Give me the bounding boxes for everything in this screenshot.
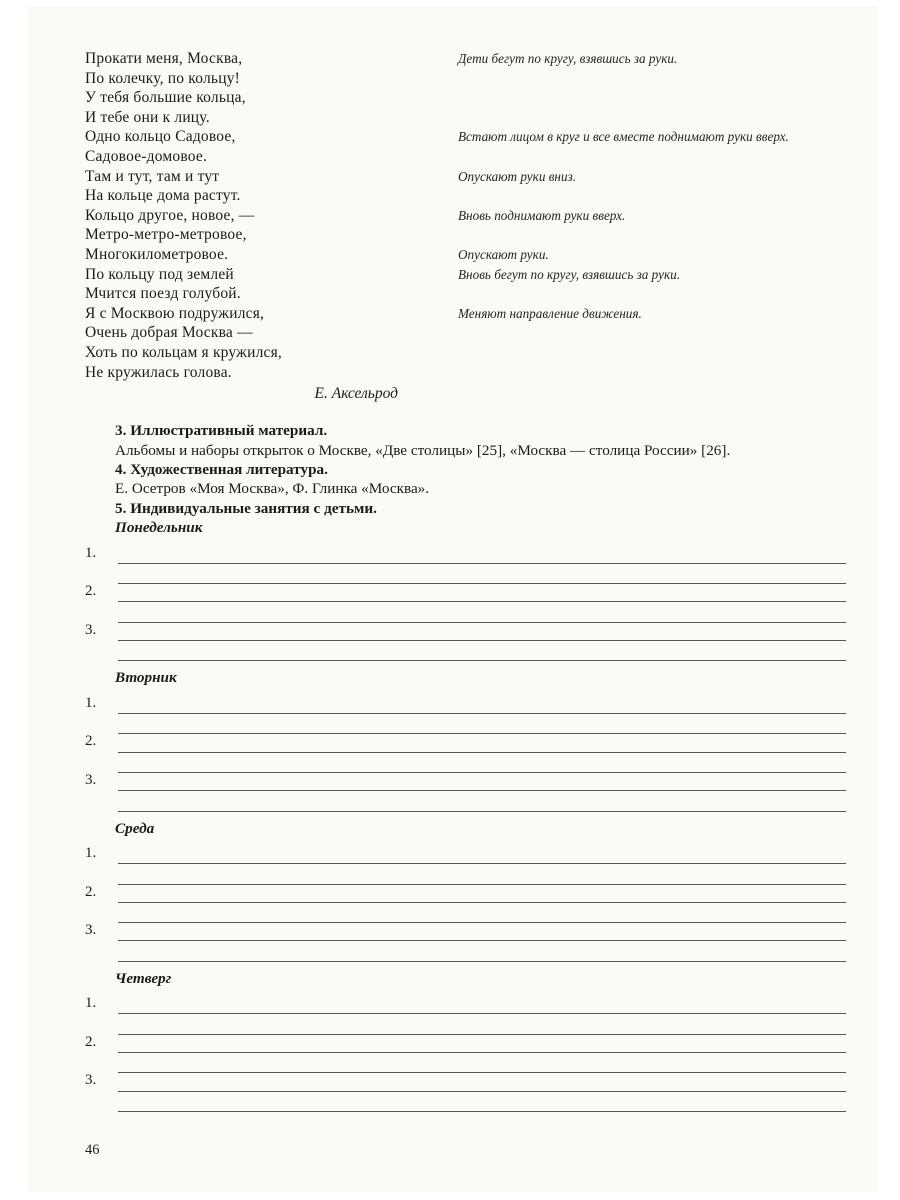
item-number: 1.	[85, 544, 97, 561]
day-heading: Среда	[115, 819, 155, 837]
section-heading: 3. Иллюстративный материал.	[115, 422, 328, 440]
ruled-lines	[118, 1071, 846, 1112]
item-number: 2.	[85, 1033, 97, 1050]
poem-row	[85, 344, 846, 364]
item-number: 3.	[85, 1072, 97, 1089]
numbered-blank-item	[85, 883, 846, 922]
poem-row	[85, 89, 846, 109]
stage-direction: Дети бегут по кругу, взявшись за руки.	[458, 51, 678, 66]
poem-line: Очень добрая Москва —	[85, 324, 253, 342]
poem-row	[85, 266, 846, 286]
poem-line: Я с Москвою подружился,	[85, 304, 265, 322]
day-items	[85, 994, 846, 1110]
ruled-lines	[118, 771, 846, 812]
item-number: 3.	[85, 922, 97, 939]
poem-row	[85, 285, 846, 305]
numbered-blank-item	[85, 771, 846, 810]
poem-row	[85, 305, 846, 325]
poem-line: По колечку, по кольцу!	[85, 69, 241, 87]
day-heading: Четверг	[115, 969, 172, 987]
ruled-line	[118, 1071, 846, 1091]
section-heading: 5. Индивидуальные занятия с детьми.	[115, 499, 377, 517]
poem-line: По кольцу под землей	[85, 265, 234, 283]
ruled-lines	[118, 621, 846, 662]
poem-line: Там и тут, там и тут	[85, 167, 220, 185]
poem-row	[85, 324, 846, 344]
item-number: 1.	[85, 694, 97, 711]
ruled-line	[118, 1014, 846, 1034]
day-heading: Понедельник	[115, 519, 203, 537]
day-section-monday	[85, 518, 846, 659]
poem-row	[85, 70, 846, 90]
ruled-line	[118, 844, 846, 864]
poem-line: Не кружилась голова.	[85, 363, 232, 381]
item-number: 2.	[85, 733, 97, 750]
numbered-blank-item	[85, 921, 846, 960]
ruled-line	[118, 641, 846, 661]
item-number: 3.	[85, 771, 97, 788]
ruled-lines	[118, 732, 846, 773]
poem-line: Одно кольцо Садовое,	[85, 128, 236, 146]
item-number: 1.	[85, 844, 97, 861]
stage-direction: Вновь бегут по кругу, взявшись за руки.	[458, 266, 680, 282]
poem-row	[85, 226, 846, 246]
item-number: 1.	[85, 995, 97, 1012]
numbered-blank-item	[85, 694, 846, 733]
poem-author: Е. Аксельрод	[314, 385, 398, 403]
ruled-lines	[118, 883, 846, 924]
ruled-line	[118, 921, 846, 941]
ruled-line	[118, 771, 846, 791]
ruled-line	[118, 714, 846, 734]
numbered-blank-item	[85, 544, 846, 583]
ruled-lines	[118, 544, 846, 585]
ruled-line	[118, 621, 846, 641]
poem-row	[85, 187, 846, 207]
poem-row	[85, 50, 846, 70]
sections-block	[115, 421, 846, 518]
ruled-line	[118, 994, 846, 1014]
ruled-lines	[118, 582, 846, 623]
stage-direction: Опускают руки.	[458, 246, 549, 262]
poem-line: Многокилометровое.	[85, 245, 229, 263]
poem-row	[85, 109, 846, 129]
stage-direction: Встают лицом в круг и все вместе поднимают руки вверх.	[458, 129, 789, 145]
day-items	[85, 694, 846, 810]
item-number: 3.	[85, 621, 97, 638]
ruled-line	[118, 694, 846, 714]
ruled-lines	[118, 1033, 846, 1074]
day-section-tuesday	[85, 668, 846, 809]
ruled-line	[118, 864, 846, 884]
poem-line: Садовое-домовое.	[85, 147, 208, 165]
numbered-blank-item	[85, 621, 846, 660]
ruled-line	[118, 791, 846, 811]
section-body: Е. Осетров «Моя Москва», Ф. Глинка «Москва».	[115, 480, 430, 498]
day-items	[85, 544, 846, 660]
numbered-blank-item	[85, 844, 846, 883]
poem-line: Метро-метро-метровое,	[85, 226, 247, 244]
ruled-line	[118, 582, 846, 602]
page-number: 46	[85, 1142, 100, 1158]
poem-line: И тебе они к лицу.	[85, 108, 210, 126]
ruled-lines	[118, 994, 846, 1035]
book-page	[28, 6, 878, 1192]
stage-direction: Вновь поднимают руки вверх.	[458, 207, 626, 223]
stage-direction: Опускают руки вниз.	[458, 168, 577, 184]
section-heading: 4. Художественная литература.	[115, 460, 328, 478]
poem-block	[85, 50, 846, 405]
poem-line: Прокати меня, Москва,	[85, 50, 243, 67]
ruled-line	[118, 564, 846, 584]
ruled-line	[118, 732, 846, 752]
poem-row	[85, 207, 846, 227]
ruled-line	[118, 941, 846, 961]
day-items	[85, 844, 846, 960]
ruled-line	[118, 544, 846, 564]
stage-direction: Меняют направление движения.	[458, 305, 642, 321]
ruled-line	[118, 883, 846, 903]
poem-line: На кольце дома растут.	[85, 187, 241, 205]
ruled-lines	[118, 694, 846, 735]
ruled-line	[118, 903, 846, 923]
poem-row	[85, 128, 846, 148]
poem-row	[85, 168, 846, 188]
page-content	[28, 6, 878, 1110]
poem-row	[85, 148, 846, 168]
poem-line: Кольцо другое, новое, —	[85, 206, 255, 224]
section-body: Альбомы и наборы открыток о Москве, «Две столицы» [25], «Москва — столица России» [26].	[115, 441, 731, 459]
ruled-line	[118, 1053, 846, 1073]
poem-line: Мчится поезд голубой.	[85, 285, 241, 303]
ruled-line	[118, 1092, 846, 1112]
ruled-line	[118, 602, 846, 622]
ruled-line	[118, 753, 846, 773]
day-section-wednesday	[85, 819, 846, 960]
ruled-line	[118, 1033, 846, 1053]
day-section-thursday	[85, 969, 846, 1110]
ruled-lines	[118, 844, 846, 885]
item-number: 2.	[85, 583, 97, 600]
numbered-blank-item	[85, 732, 846, 771]
poem-row	[85, 364, 846, 384]
numbered-blank-item	[85, 994, 846, 1033]
day-heading: Вторник	[115, 669, 177, 687]
numbered-blank-item	[85, 1071, 846, 1110]
item-number: 2.	[85, 883, 97, 900]
poem-row	[85, 246, 846, 266]
numbered-blank-item	[85, 582, 846, 621]
numbered-blank-item	[85, 1033, 846, 1072]
ruled-lines	[118, 921, 846, 962]
poem-line: Хоть по кольцам я кружился,	[85, 343, 283, 361]
poem-line: У тебя большие кольца,	[85, 89, 246, 107]
